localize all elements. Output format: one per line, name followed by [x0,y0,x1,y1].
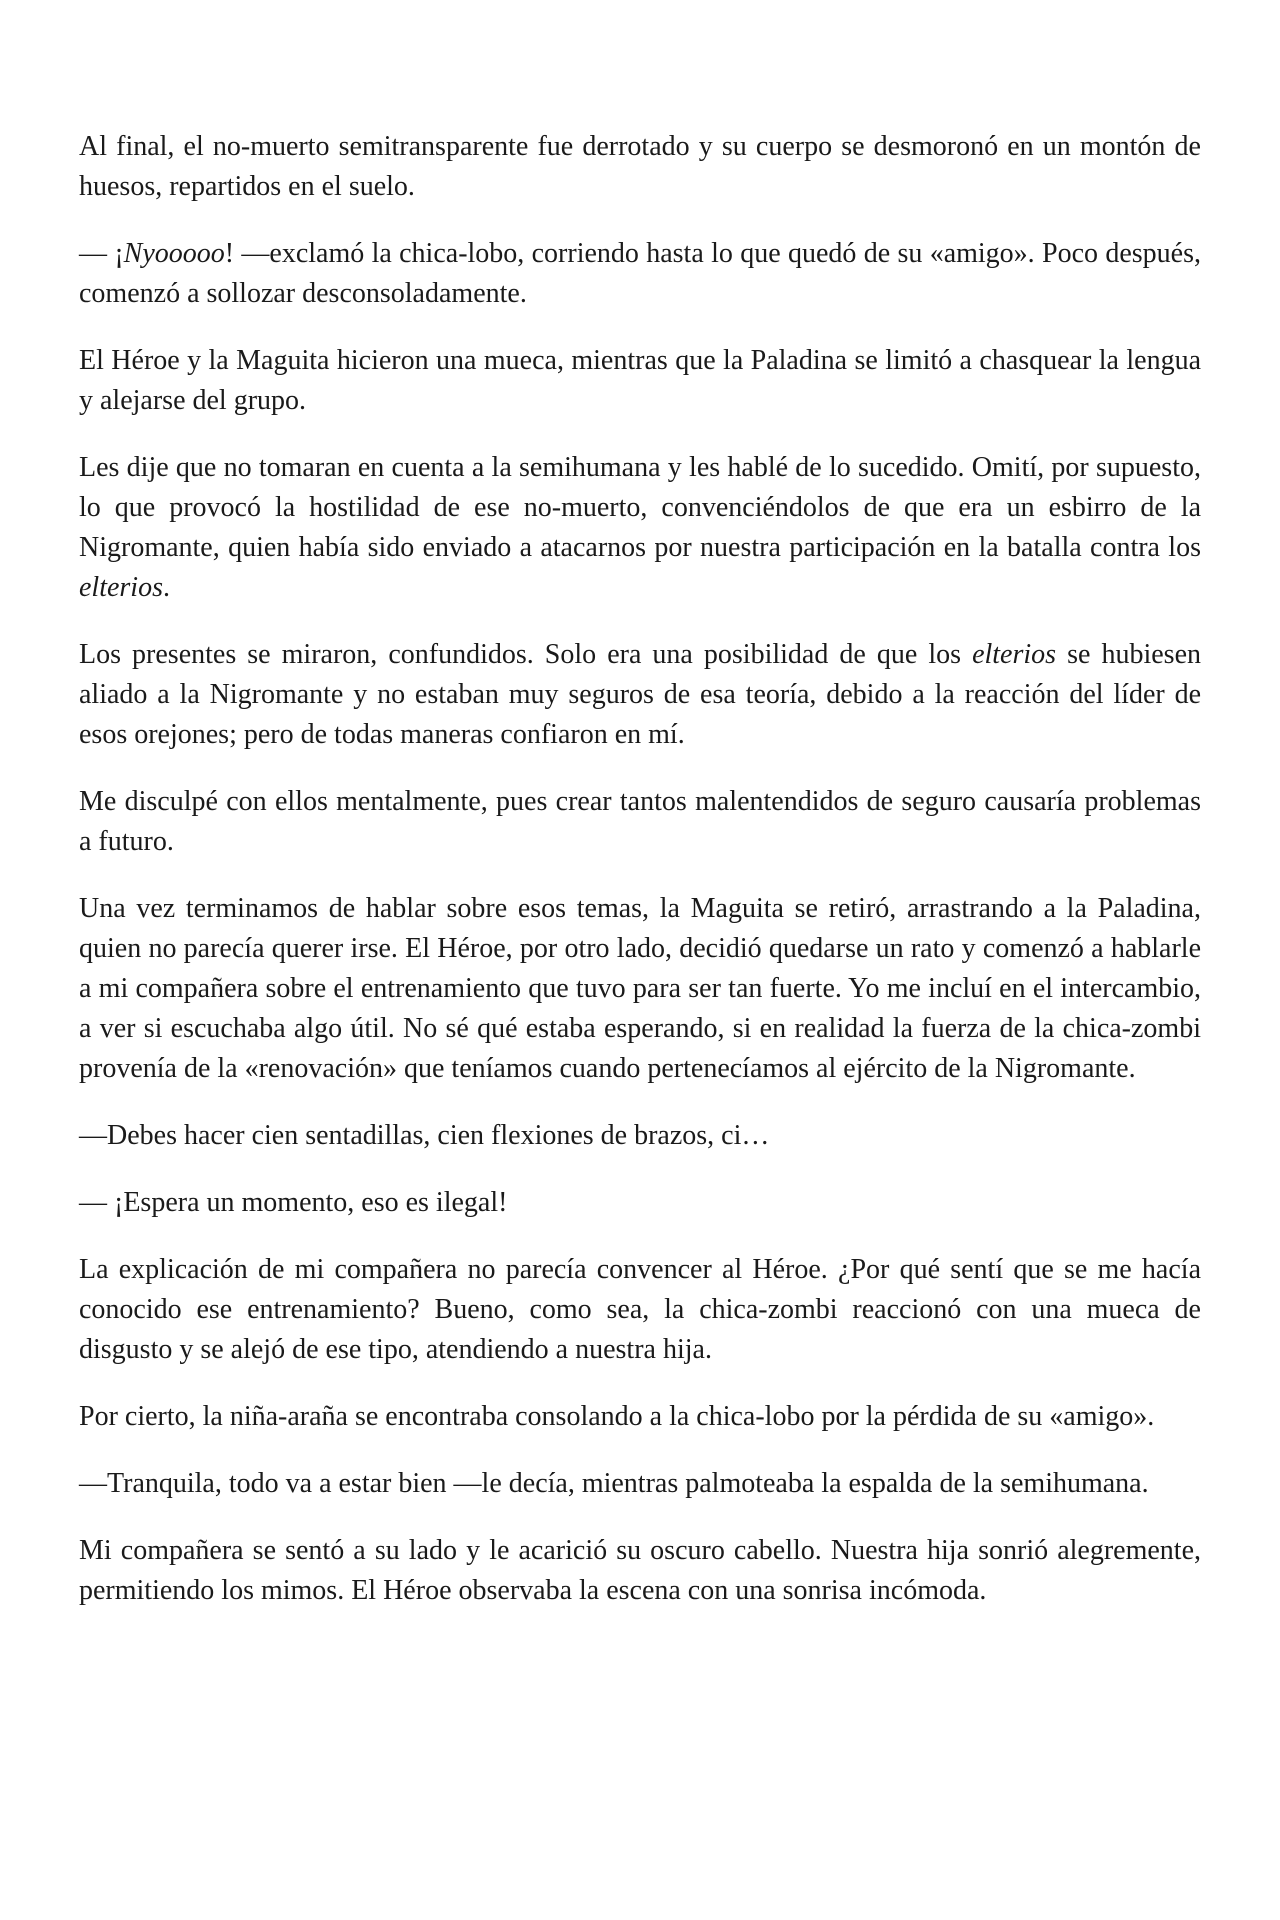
text-run: —Tranquila, todo va a estar bien —le decía, mientras palmoteaba la espalda de la semihumana. [79,1468,1149,1499]
text-run: se hubiesen aliado a la Nigromante y no estaban muy seguros de esa teoría, debido a la reacción del líder de esos orejones; pero de todas maneras confiaron en mí. [79,639,1202,750]
paragraph [79,635,1201,755]
text-run: —Debes hacer cien sentadillas, cien flexiones de brazos, ci… [79,1120,770,1151]
book-page [79,127,1201,1611]
text-run: Mi compañera se sentó a su lado y le acarició su oscuro cabello. Nuestra hija sonrió alegremente, permitiendo los mimos. El Héroe observaba la escena con una sonrisa incómoda. [79,1535,1201,1606]
paragraph [79,782,1201,862]
paragraph [79,341,1201,421]
paragraph [79,1250,1201,1370]
text-run: Les dije que no tomaran en cuenta a la semihumana y les hablé de lo sucedido. Omití, por supuesto, lo que provocó la hostilidad de ese no-muerto, convenciéndolos de que era un esbirro de la Nigromante, quien había sido enviado a atacarnos por nuestra participación en la batalla contra los [79,452,1201,563]
paragraph [79,1116,1201,1156]
paragraph [79,448,1201,608]
paragraph [79,1531,1201,1611]
paragraph [79,1464,1201,1504]
text-run: — ¡Espera un momento, eso es ilegal! [79,1187,508,1218]
text-run: — ¡ [79,238,124,269]
text-run: ! —exclamó la chica-lobo, corriendo hasta lo que quedó de su «amigo». Poco después, comenzó a sollozar desconsoladamente. [79,238,1201,309]
text-run: El Héroe y la Maguita hicieron una mueca, mientras que la Paladina se limitó a chasquear la lengua y alejarse del grupo. [79,345,1201,416]
italic-text: elterios [79,572,163,603]
paragraph [79,234,1201,314]
text-run: La explicación de mi compañera no parecía convencer al Héroe. ¿Por qué sentí que se me hacía conocido ese entrenamiento? Bueno, como sea, la chica-zombi reaccionó con una mueca de disgusto y se alejó de ese tipo, atendiendo a nuestra hija. [79,1254,1201,1365]
text-run: . [163,572,170,603]
paragraph [79,127,1201,207]
paragraph [79,1183,1201,1223]
text-run: Una vez terminamos de hablar sobre esos temas, la Maguita se retiró, arrastrando a la Paladina, quien no parecía querer irse. El Héroe, por otro lado, decidió quedarse un rato y comenzó a hablarle a mi compañera sobre el entrenamiento que tuvo para ser tan fuerte. Yo me incluí en el intercambio, a ver si escuchaba algo útil. No sé qué estaba esperando, si en realidad la fuerza de la chica-zombi provenía de la «renovación» que teníamos cuando pertenecíamos al ejército de la Nigromante. [79,893,1201,1084]
text-run: Por cierto, la niña-araña se encontraba consolando a la chica-lobo por la pérdida de su «amigo». [79,1401,1155,1432]
paragraph [79,889,1201,1089]
text-run: Al final, el no-muerto semitransparente fue derrotado y su cuerpo se desmoronó en un montón de huesos, repartidos en el suelo. [79,131,1201,202]
paragraph [79,1397,1201,1437]
italic-text: elterios [972,639,1057,670]
text-run: Los presentes se miraron, confundidos. Solo era una posibilidad de que los [79,639,973,670]
italic-text: Nyooooo [123,238,225,269]
text-run: Me disculpé con ellos mentalmente, pues crear tantos malentendidos de seguro causaría problemas a futuro. [79,786,1201,857]
